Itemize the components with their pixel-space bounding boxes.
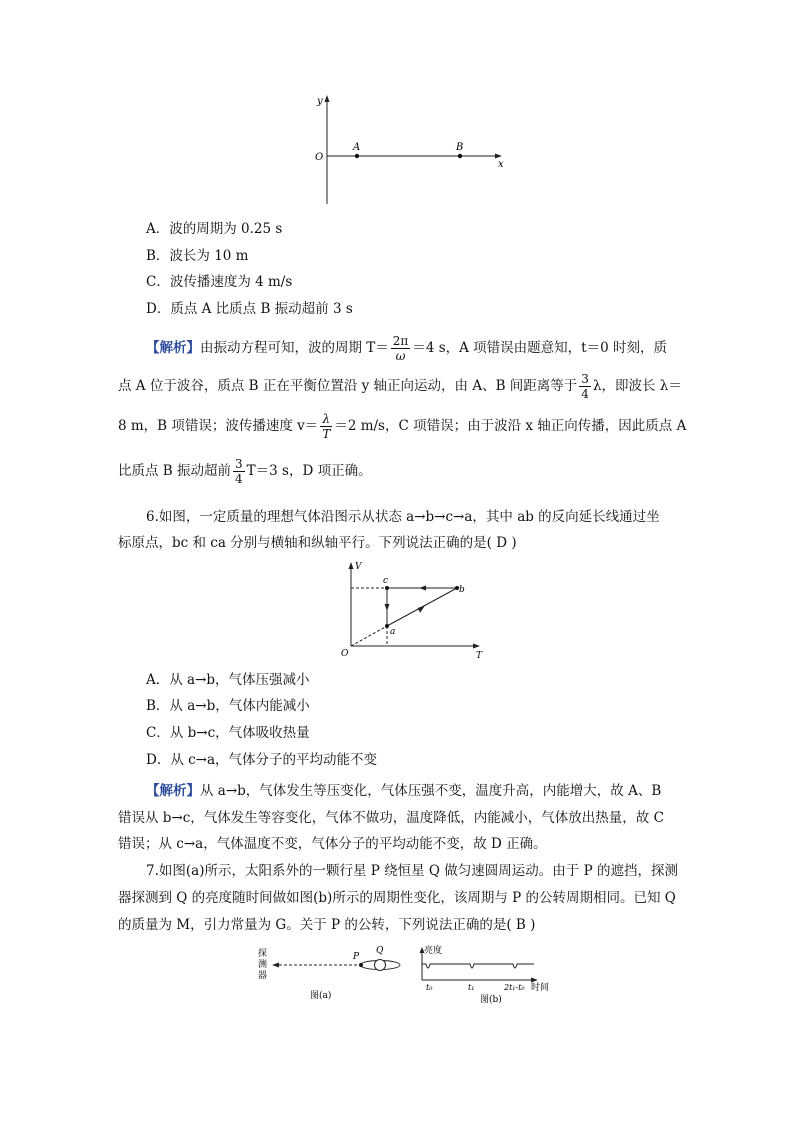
q5-analysis-line-1: 【解析】由振动方程可知，波的周期 T＝ $\frac{2\pi}{\omega}$ ＝4 s，A 项错误由题意知，t＝0 时刻，质 — [146, 334, 667, 363]
x-axis-arrow — [495, 154, 502, 159]
figure-b-brightness — [414, 940, 564, 1004]
q5-option-a: A．波的周期为 0.25 s — [146, 221, 283, 237]
v-axis-label: V — [355, 562, 362, 572]
sight-arrow — [272, 963, 279, 968]
analysis-tag: 【解析】 — [146, 340, 200, 356]
q7-stem-line-2: 器探测到 Q 的亮度随时间做如图(b)所示的周期性变化，该周期与 P 的公转周期相同。已知 Q — [118, 890, 676, 906]
q5-analysis-line-2: 点 A 位于波谷，质点 B 正在平衡位置沿 y 轴正向运动，由 A、B 间距离等于 $\frac{3}{4}$ λ，即波长 λ＝ — [118, 372, 682, 401]
fraction: $\frac{2\pi}{\omega}$ — [392, 334, 409, 363]
q5-analysis-line-3: 8 m，B 项错误；波传播速度 v＝ $\frac{\lambda}{T}$ ＝2 m/s，C 项错误；由于波沿 x 轴正向传播，因此质点 A — [118, 412, 687, 441]
planet-p-body — [359, 963, 363, 967]
tick-2t1-t0: 2t₁-t₀ — [504, 983, 525, 992]
point-b-label: B — [456, 142, 464, 153]
q6-stem-line-2: 标原点，bc 和 ca 分别与横轴和纵轴平行。下列说法正确的是( D ) — [118, 535, 517, 551]
figure-b-caption: 图(b) — [480, 995, 502, 1004]
point-b-label: b — [459, 585, 465, 595]
origin-label: O — [315, 152, 324, 163]
star-q-body — [375, 960, 386, 971]
y-axis-arrow — [325, 95, 330, 102]
q6-analysis-line-1: 【解析】从 a→b，气体发生等压变化，气体压强不变，温度升高，内能增大，故 A、B — [146, 783, 662, 799]
point-a-dot — [355, 154, 359, 158]
time-label: 时间 — [531, 983, 550, 993]
q6-stem-line-1: 6.如图，一定质量的理想气体沿图示从状态 a→b→c→a，其中 ab 的反向延长线通过坐 — [146, 509, 660, 525]
t-axis-arrow — [473, 644, 480, 649]
q5-option-b: B．波长为 10 m — [146, 248, 249, 264]
extension-dashed-line — [351, 626, 387, 646]
star-q-label: Q — [376, 946, 384, 956]
fraction: $\frac{\lambda}{T}$ — [322, 412, 331, 441]
t-axis-label: T — [476, 651, 483, 660]
q7-stem-line-3: 的质量为 M，引力常量为 G。关于 P 的公转，下列说法正确的是( B ) — [118, 917, 536, 933]
q7-stem-line-1: 7.如图(a)所示，太阳系外的一颗行星 P 绕恒星 Q 做匀速圆周运动。由于 P 的遮挡，探测 — [146, 863, 678, 879]
vt-diagram-figure — [335, 557, 490, 660]
q6-analysis-line-3: 错误；从 c→a，气体温度不变，气体分子的平均动能不变，故 D 正确。 — [118, 836, 547, 852]
v-axis-arrow — [349, 562, 354, 569]
wave-axis-figure — [310, 92, 510, 207]
origin-label: O — [341, 649, 349, 659]
y-axis-label: y — [317, 96, 323, 107]
arrow-c-a — [385, 604, 390, 611]
arrow-a-b — [418, 606, 425, 613]
q5-option-c: C．波传播速度为 4 m/s — [146, 274, 293, 290]
tick-t1: t₁ — [468, 983, 475, 992]
q6-option-a: A．从 a→b，气体压强减小 — [146, 672, 310, 688]
brightness-label: 亮度 — [424, 946, 443, 956]
time-axis-arrow — [531, 978, 538, 983]
analysis-tag: 【解析】 — [146, 783, 200, 799]
point-a-label: A — [353, 142, 361, 153]
q5-option-d: D．质点 A 比质点 B 振动超前 3 s — [146, 301, 353, 317]
brightness-curve — [422, 964, 534, 968]
point-b-dot — [458, 154, 462, 158]
figure-a-caption: 图(a) — [310, 991, 332, 1001]
fraction: $\frac{3}{4}$ — [235, 457, 243, 486]
q6-option-b: B．从 a→b，气体内能减小 — [146, 698, 310, 714]
figure-a-detector — [252, 942, 412, 1004]
tick-t0: t₀ — [426, 983, 433, 992]
arrow-b-c — [419, 586, 426, 591]
q6-option-c: C．从 b→c，气体吸收热量 — [146, 725, 310, 741]
detector-label: 探测器 — [258, 949, 268, 981]
planet-p-label: P — [353, 952, 360, 962]
point-a-dot — [385, 624, 389, 628]
point-c-dot — [385, 586, 389, 590]
q5-analysis-line-4: 比质点 B 振动超前 $\frac{3}{4}$ T＝3 s，D 项正确。 — [118, 457, 372, 486]
x-axis-label: x — [498, 159, 504, 170]
fraction: $\frac{3}{4}$ — [581, 372, 589, 401]
q6-analysis-line-2: 错误从 b→c，气体发生等容变化，气体不做功，温度降低，内能减小，气体放出热量，故 C — [118, 810, 664, 826]
q6-option-d: D．从 c→a，气体分子的平均动能不变 — [146, 752, 378, 768]
point-c-label: c — [383, 576, 389, 586]
point-a-label: a — [390, 627, 396, 637]
